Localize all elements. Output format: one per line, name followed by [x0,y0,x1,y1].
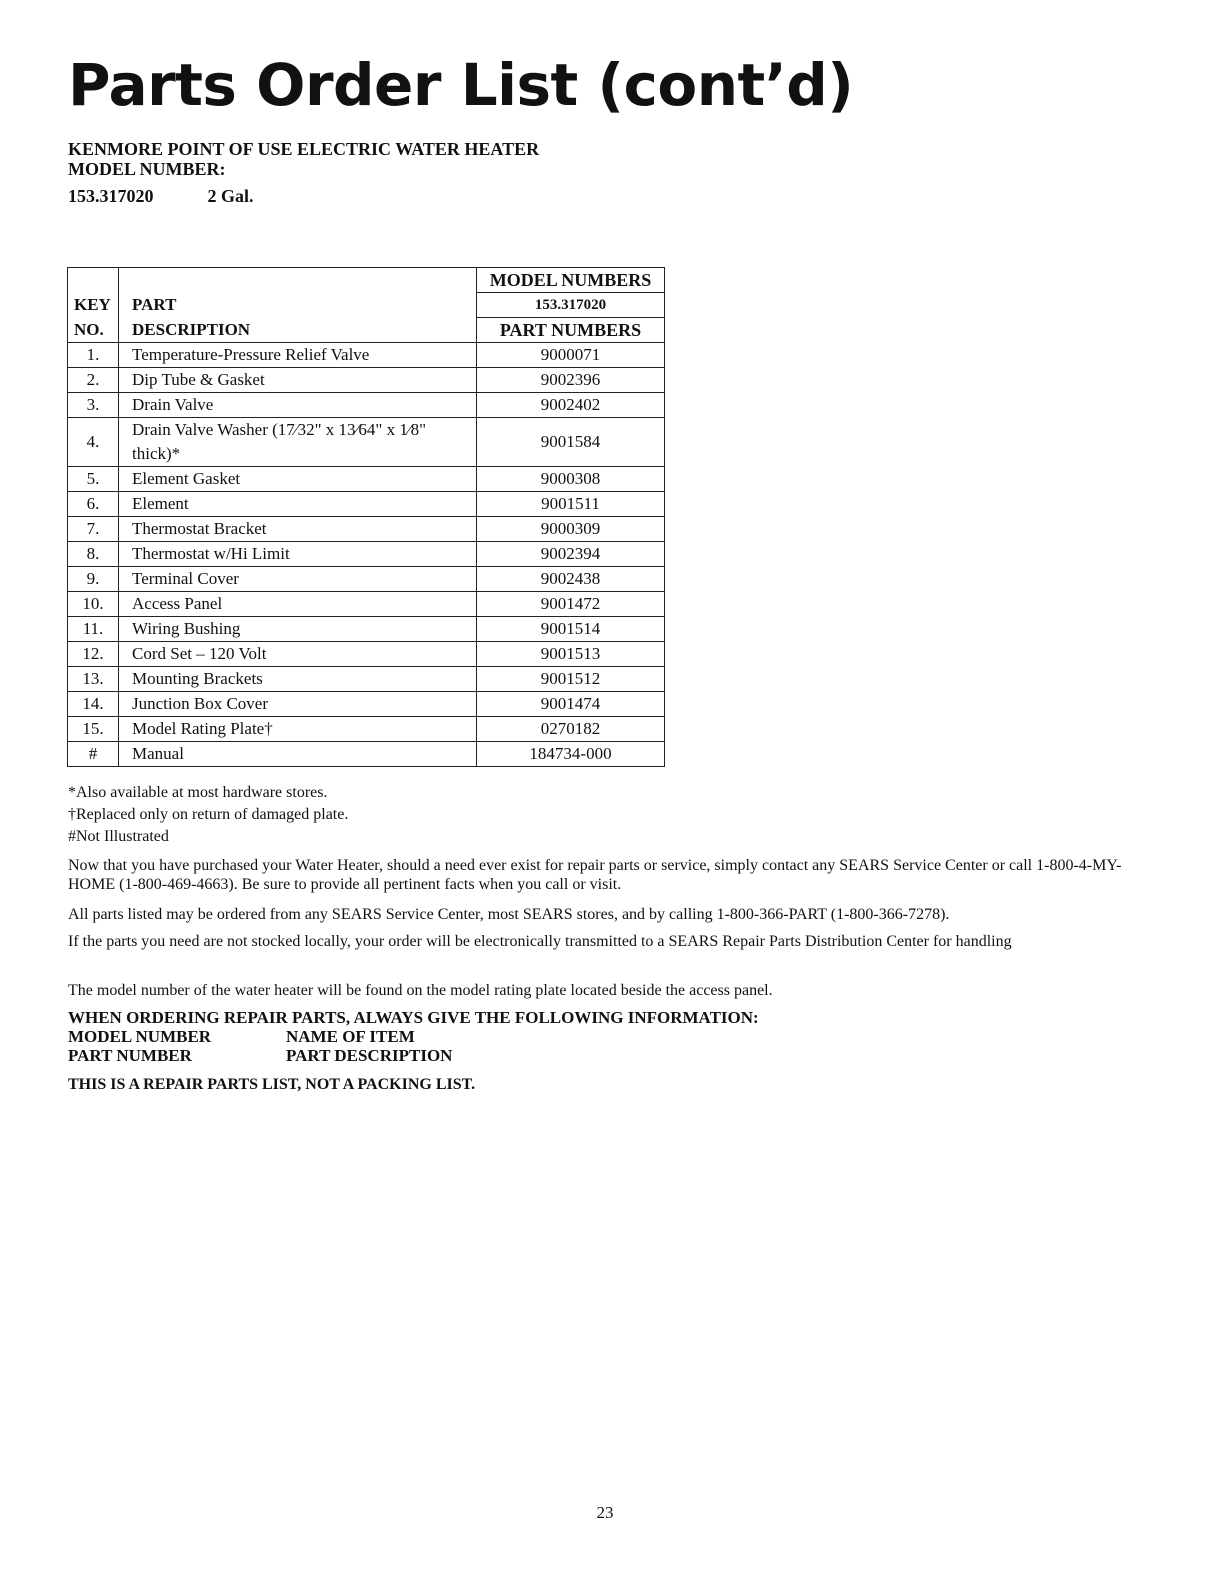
row-description: Thermostat w/Hi Limit [119,542,477,567]
model-number: 153.317020 [68,186,154,206]
model-number-label: MODEL NUMBER: [68,159,226,179]
ordering-part-number: PART NUMBER [68,1046,192,1065]
model-capacity: 2 Gal. [207,186,254,206]
table-row [68,692,665,717]
table-row [68,343,665,368]
row-key: 4. [68,418,119,467]
header-description: DESCRIPTION [119,318,477,343]
row-key: # [68,742,119,767]
table-row [68,492,665,517]
table-row [68,667,665,692]
ordering-paragraph: All parts listed may be ordered from any SEARS Service Center, most SEARS stores, and by calling 1-800-366-PART (1-800-366-7278). [68,906,950,923]
page-number: 23 [596,1503,614,1522]
row-part-number: 9001472 [477,592,665,617]
table-row [68,642,665,667]
row-key: 15. [68,717,119,742]
row-description: Thermostat Bracket [119,517,477,542]
table-row [68,542,665,567]
row-part-number: 9000309 [477,517,665,542]
table-header-row [68,318,665,343]
row-description: Terminal Cover [119,567,477,592]
table-row [68,592,665,617]
row-part-number: 9001514 [477,617,665,642]
row-part-number: 9002402 [477,393,665,418]
row-part-number: 9002396 [477,368,665,393]
ordering-name-of-item: NAME OF ITEM [286,1027,415,1046]
row-description: Drain Valve [119,393,477,418]
distribution-paragraph: If the parts you need are not stocked locally, your order will be electronically transmitted to a SEARS Repair Parts Distribution Center for handling [68,933,1012,950]
ordering-row [68,1027,759,1046]
row-part-number: 9001511 [477,492,665,517]
service-paragraph: Now that you have purchased your Water Heater, should a need ever exist for repair parts or service, simply contact any SEARS Service Center or call 1-800-4-MY-HOME (1-800-469-4663). Be sure to provide all pertinent facts when you call or visit. [68,857,1122,893]
ordering-row [68,1046,759,1065]
row-key: 9. [68,567,119,592]
footnotes [68,782,348,848]
row-key: 12. [68,642,119,667]
footnote: †Replaced only on return of damaged plate. [68,806,349,823]
row-description: Model Rating Plate† [119,717,477,742]
ordering-part-description: PART DESCRIPTION [286,1046,453,1065]
row-description: Junction Box Cover [119,692,477,717]
footnote: #Not Illustrated [68,828,169,845]
table-header-row [68,268,665,293]
table-row [68,517,665,542]
row-key: 7. [68,517,119,542]
row-key: 14. [68,692,119,717]
table-row [68,742,665,767]
row-description: Element [119,492,477,517]
table-row [68,418,665,467]
ordering-heading: WHEN ORDERING REPAIR PARTS, ALWAYS GIVE THE FOLLOWING INFORMATION: [68,1008,759,1027]
row-key: 13. [68,667,119,692]
row-key: 11. [68,617,119,642]
header-model-numbers: MODEL NUMBERS [477,268,665,293]
row-description: Dip Tube & Gasket [119,368,477,393]
row-part-number: 9001512 [477,667,665,692]
row-key: 2. [68,368,119,393]
footnote: *Also available at most hardware stores. [68,784,328,801]
model-location-paragraph: The model number of the water heater will be found on the model rating plate located beside the access panel. [68,982,773,999]
table-header-row [68,293,665,318]
header-desc-blank [119,268,477,293]
row-part-number: 9002438 [477,567,665,592]
row-description: Manual [119,742,477,767]
row-key: 1. [68,343,119,368]
row-part-number: 184734-000 [477,742,665,767]
row-description: Cord Set – 120 Volt [119,642,477,667]
header-part-numbers: PART NUMBERS [477,318,665,343]
header-no: NO. [68,318,119,343]
table-row [68,368,665,393]
header-key: KEY [68,293,119,318]
row-part-number: 9000308 [477,467,665,492]
row-part-number: 9001584 [477,418,665,467]
row-key: 10. [68,592,119,617]
table-row [68,393,665,418]
header-part: PART [119,293,477,318]
row-key: 8. [68,542,119,567]
row-part-number: 9002394 [477,542,665,567]
row-part-number: 9000071 [477,343,665,368]
table-row [68,717,665,742]
ordering-info [68,1008,759,1065]
header-key-blank [68,268,119,293]
ordering-model-number: MODEL NUMBER [68,1027,212,1046]
row-key: 5. [68,467,119,492]
row-part-number: 9001474 [477,692,665,717]
product-line: KENMORE POINT OF USE ELECTRIC WATER HEATER [68,139,540,159]
row-description: Temperature-Pressure Relief Valve [119,343,477,368]
table-row [68,617,665,642]
row-description: Wiring Bushing [119,617,477,642]
model-line [68,186,254,207]
row-description: Mounting Brackets [119,667,477,692]
table-row [68,567,665,592]
row-part-number: 9001513 [477,642,665,667]
row-description: Access Panel [119,592,477,617]
parts-table [67,267,665,767]
disclaimer: THIS IS A REPAIR PARTS LIST, NOT A PACKING LIST. [68,1076,476,1093]
page-title: Parts Order List (cont’d) [68,51,854,119]
table-row [68,467,665,492]
row-part-number: 0270182 [477,717,665,742]
row-key: 6. [68,492,119,517]
row-description: Drain Valve Washer (17⁄32" x 13⁄64" x 1⁄8" thick)* [119,418,477,467]
row-description: Element Gasket [119,467,477,492]
row-key: 3. [68,393,119,418]
header-model: 153.317020 [477,293,665,318]
